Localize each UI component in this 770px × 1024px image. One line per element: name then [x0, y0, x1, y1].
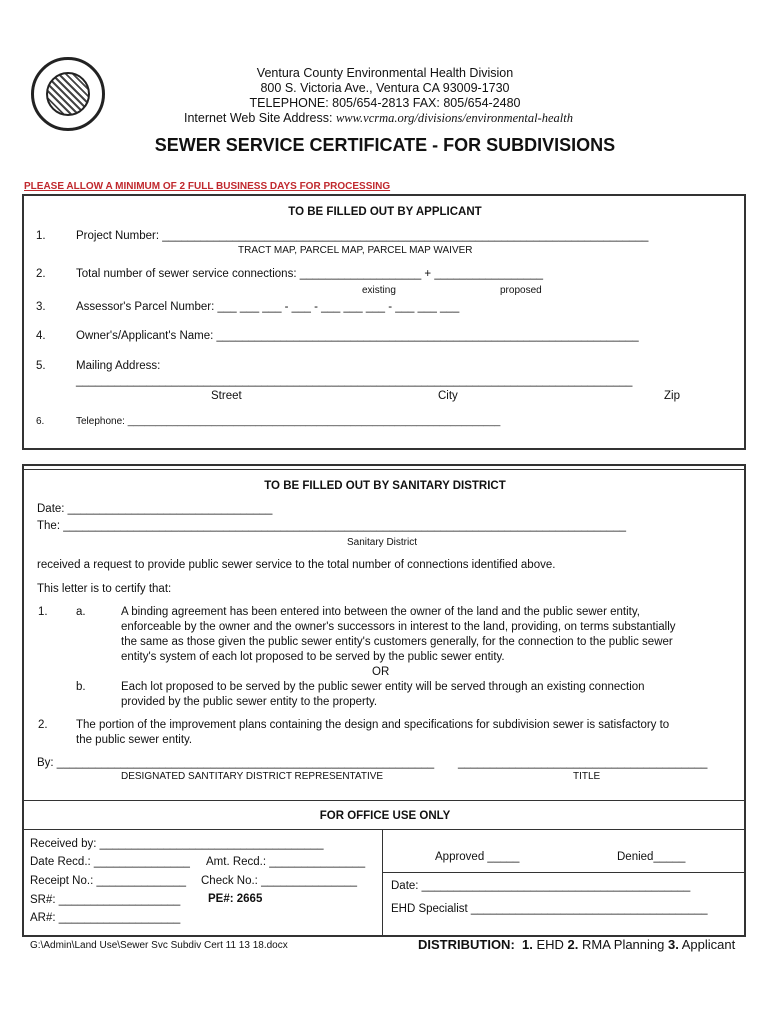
dist-2-num: 2. [567, 937, 579, 952]
web-address [184, 111, 573, 126]
distribution-line [418, 937, 735, 952]
file-path: G:\Admin\Land Use\Sewer Svc Subdiv Cert 11 13 18.docx [30, 940, 288, 951]
applicant-heading: TO BE FILLED OUT BY APPLICANT [288, 206, 482, 218]
dist-3-num: 3. [667, 937, 679, 952]
received-request-text: received a request to provide public sewer service to the total number of connections identified above. [37, 559, 556, 571]
dist-1-num: 1. [522, 937, 533, 952]
item-4-num: 4. [36, 330, 46, 342]
page-title: SEWER SERVICE CERTIFICATE - FOR SUBDIVISIONS [154, 135, 616, 155]
existing-label: existing [362, 285, 396, 296]
sanitary-district-label: Sanitary District [347, 537, 418, 548]
check-no-field[interactable]: Check No.: _______________ [201, 875, 358, 887]
mailing-address-field[interactable]: _______________________________________________________________________________________ [76, 375, 633, 387]
cert-1b-line-1: Each lot proposed to be served by the public sewer entity will be served through an existing connection [121, 681, 645, 693]
or-text: OR [372, 666, 390, 678]
dist-2: RMA Planning [578, 937, 668, 952]
owner-name-field[interactable]: Owner's/Applicant's Name: __________________________________________________________________ [76, 330, 639, 342]
sewer-connections-field[interactable]: Total number of sewer service connections: ___________________ + _________________ [76, 268, 544, 280]
office-heading: FOR OFFICE USE ONLY [319, 810, 451, 822]
web-label: Internet Web Site Address: [184, 111, 333, 125]
item-5-num: 5. [36, 360, 46, 372]
office-date-field[interactable]: Date: __________________________________________ [391, 880, 691, 892]
assessor-parcel-field[interactable]: Assessor's Parcel Number: ___ ___ ___ - ___ - ___ ___ ___ - ___ ___ ___ [76, 301, 460, 313]
street-label: Street [211, 390, 242, 402]
date-recd-field[interactable]: Date Recd.: _______________ [30, 856, 190, 868]
representative-label: DESIGNATED SANTITARY DISTRICT REPRESENTATIVE [121, 771, 384, 782]
cert-1a-line-4: entity's system of each lot proposed to be served by the public sewer entity. [121, 651, 505, 663]
sr-number-field[interactable]: SR#: ___________________ [30, 894, 181, 906]
approval-rule [383, 872, 744, 873]
denied-field[interactable]: Denied_____ [617, 851, 686, 863]
dist-3: Applicant [678, 937, 736, 952]
processing-notice: PLEASE ALLOW A MINIMUM OF 2 FULL BUSINESS DAYS FOR PROCESSING [24, 181, 391, 192]
certify-text: This letter is to certify that: [37, 583, 172, 595]
header-line-3: TELEPHONE: 805/654-2813 FAX: 805/654-2480 [249, 96, 521, 110]
zip-label: Zip [664, 390, 680, 402]
mailing-address-label: Mailing Address: [76, 360, 161, 372]
cert-item-1-num: 1. [38, 606, 48, 618]
office-divider [382, 830, 383, 936]
signature-by-field[interactable]: By: ___________________________________________________________ [37, 757, 435, 769]
distribution-label: DISTRIBUTION: [418, 937, 515, 952]
district-top-rule [24, 469, 744, 470]
pe-number: PE#: 2665 [208, 893, 263, 905]
cert-item-1a-letter: a. [76, 606, 86, 618]
item-6-num: 6. [36, 416, 45, 427]
cert-item-2-num: 2. [38, 719, 48, 731]
cert-1a-line-1: A binding agreement has been entered into between the owner of the land and the public sewer entity, [121, 606, 640, 618]
district-name-field[interactable]: The: ________________________________________________________________________________________ [37, 520, 627, 532]
receipt-no-field[interactable]: Receipt No.: ______________ [30, 875, 187, 887]
header-line-1: Ventura County Environmental Health Division [256, 66, 514, 80]
cert-item-1b-letter: b. [76, 681, 86, 693]
title-field[interactable]: _______________________________________ [458, 757, 708, 769]
amt-recd-field[interactable]: Amt. Recd.: _______________ [206, 856, 366, 868]
item-1-num: 1. [36, 230, 46, 242]
cert-2-line-2: the public sewer entity. [76, 734, 193, 746]
received-by-field[interactable]: Received by: ___________________________________ [30, 838, 324, 850]
proposed-label: proposed [500, 285, 542, 296]
district-date-field[interactable]: Date: ________________________________ [37, 503, 273, 515]
item-2-num: 2. [36, 268, 46, 280]
web-url: www.vcrma.org/divisions/environmental-health [335, 111, 573, 125]
dist-1: EHD [532, 937, 568, 952]
item-3-num: 3. [36, 301, 46, 313]
district-heading: TO BE FILLED OUT BY SANITARY DISTRICT [264, 480, 506, 492]
title-label: TITLE [573, 771, 601, 782]
project-number-field[interactable]: Project Number: ____________________________________________________________________________ [76, 230, 649, 242]
approved-field[interactable]: Approved _____ [435, 851, 520, 863]
header-line-2: 800 S. Victoria Ave., Ventura CA 93009-1730 [260, 81, 510, 95]
ar-number-field[interactable]: AR#: ___________________ [30, 912, 181, 924]
office-top-rule [24, 800, 744, 801]
cert-2-line-1: The portion of the improvement plans containing the design and specifications for subdivision sewer is satisfactory to [76, 719, 670, 731]
cert-1a-line-2: enforceable by the owner and the owner's successors in interest to the land, providing, on terms substantially [121, 621, 676, 633]
map-type-label: TRACT MAP, PARCEL MAP, PARCEL MAP WAIVER [238, 245, 473, 256]
office-heading-rule [24, 829, 744, 830]
cert-1a-line-3: the same as those given the public sewer entity's customers generally, for the connection to the public sewer [121, 636, 673, 648]
ehd-specialist-field[interactable]: EHD Specialist _____________________________________ [391, 903, 708, 915]
city-label: City [438, 390, 458, 402]
cert-1b-line-2: provided by the public sewer entity to the property. [121, 696, 378, 708]
telephone-field[interactable]: Telephone: ___________________________________________________________________ [76, 416, 501, 427]
